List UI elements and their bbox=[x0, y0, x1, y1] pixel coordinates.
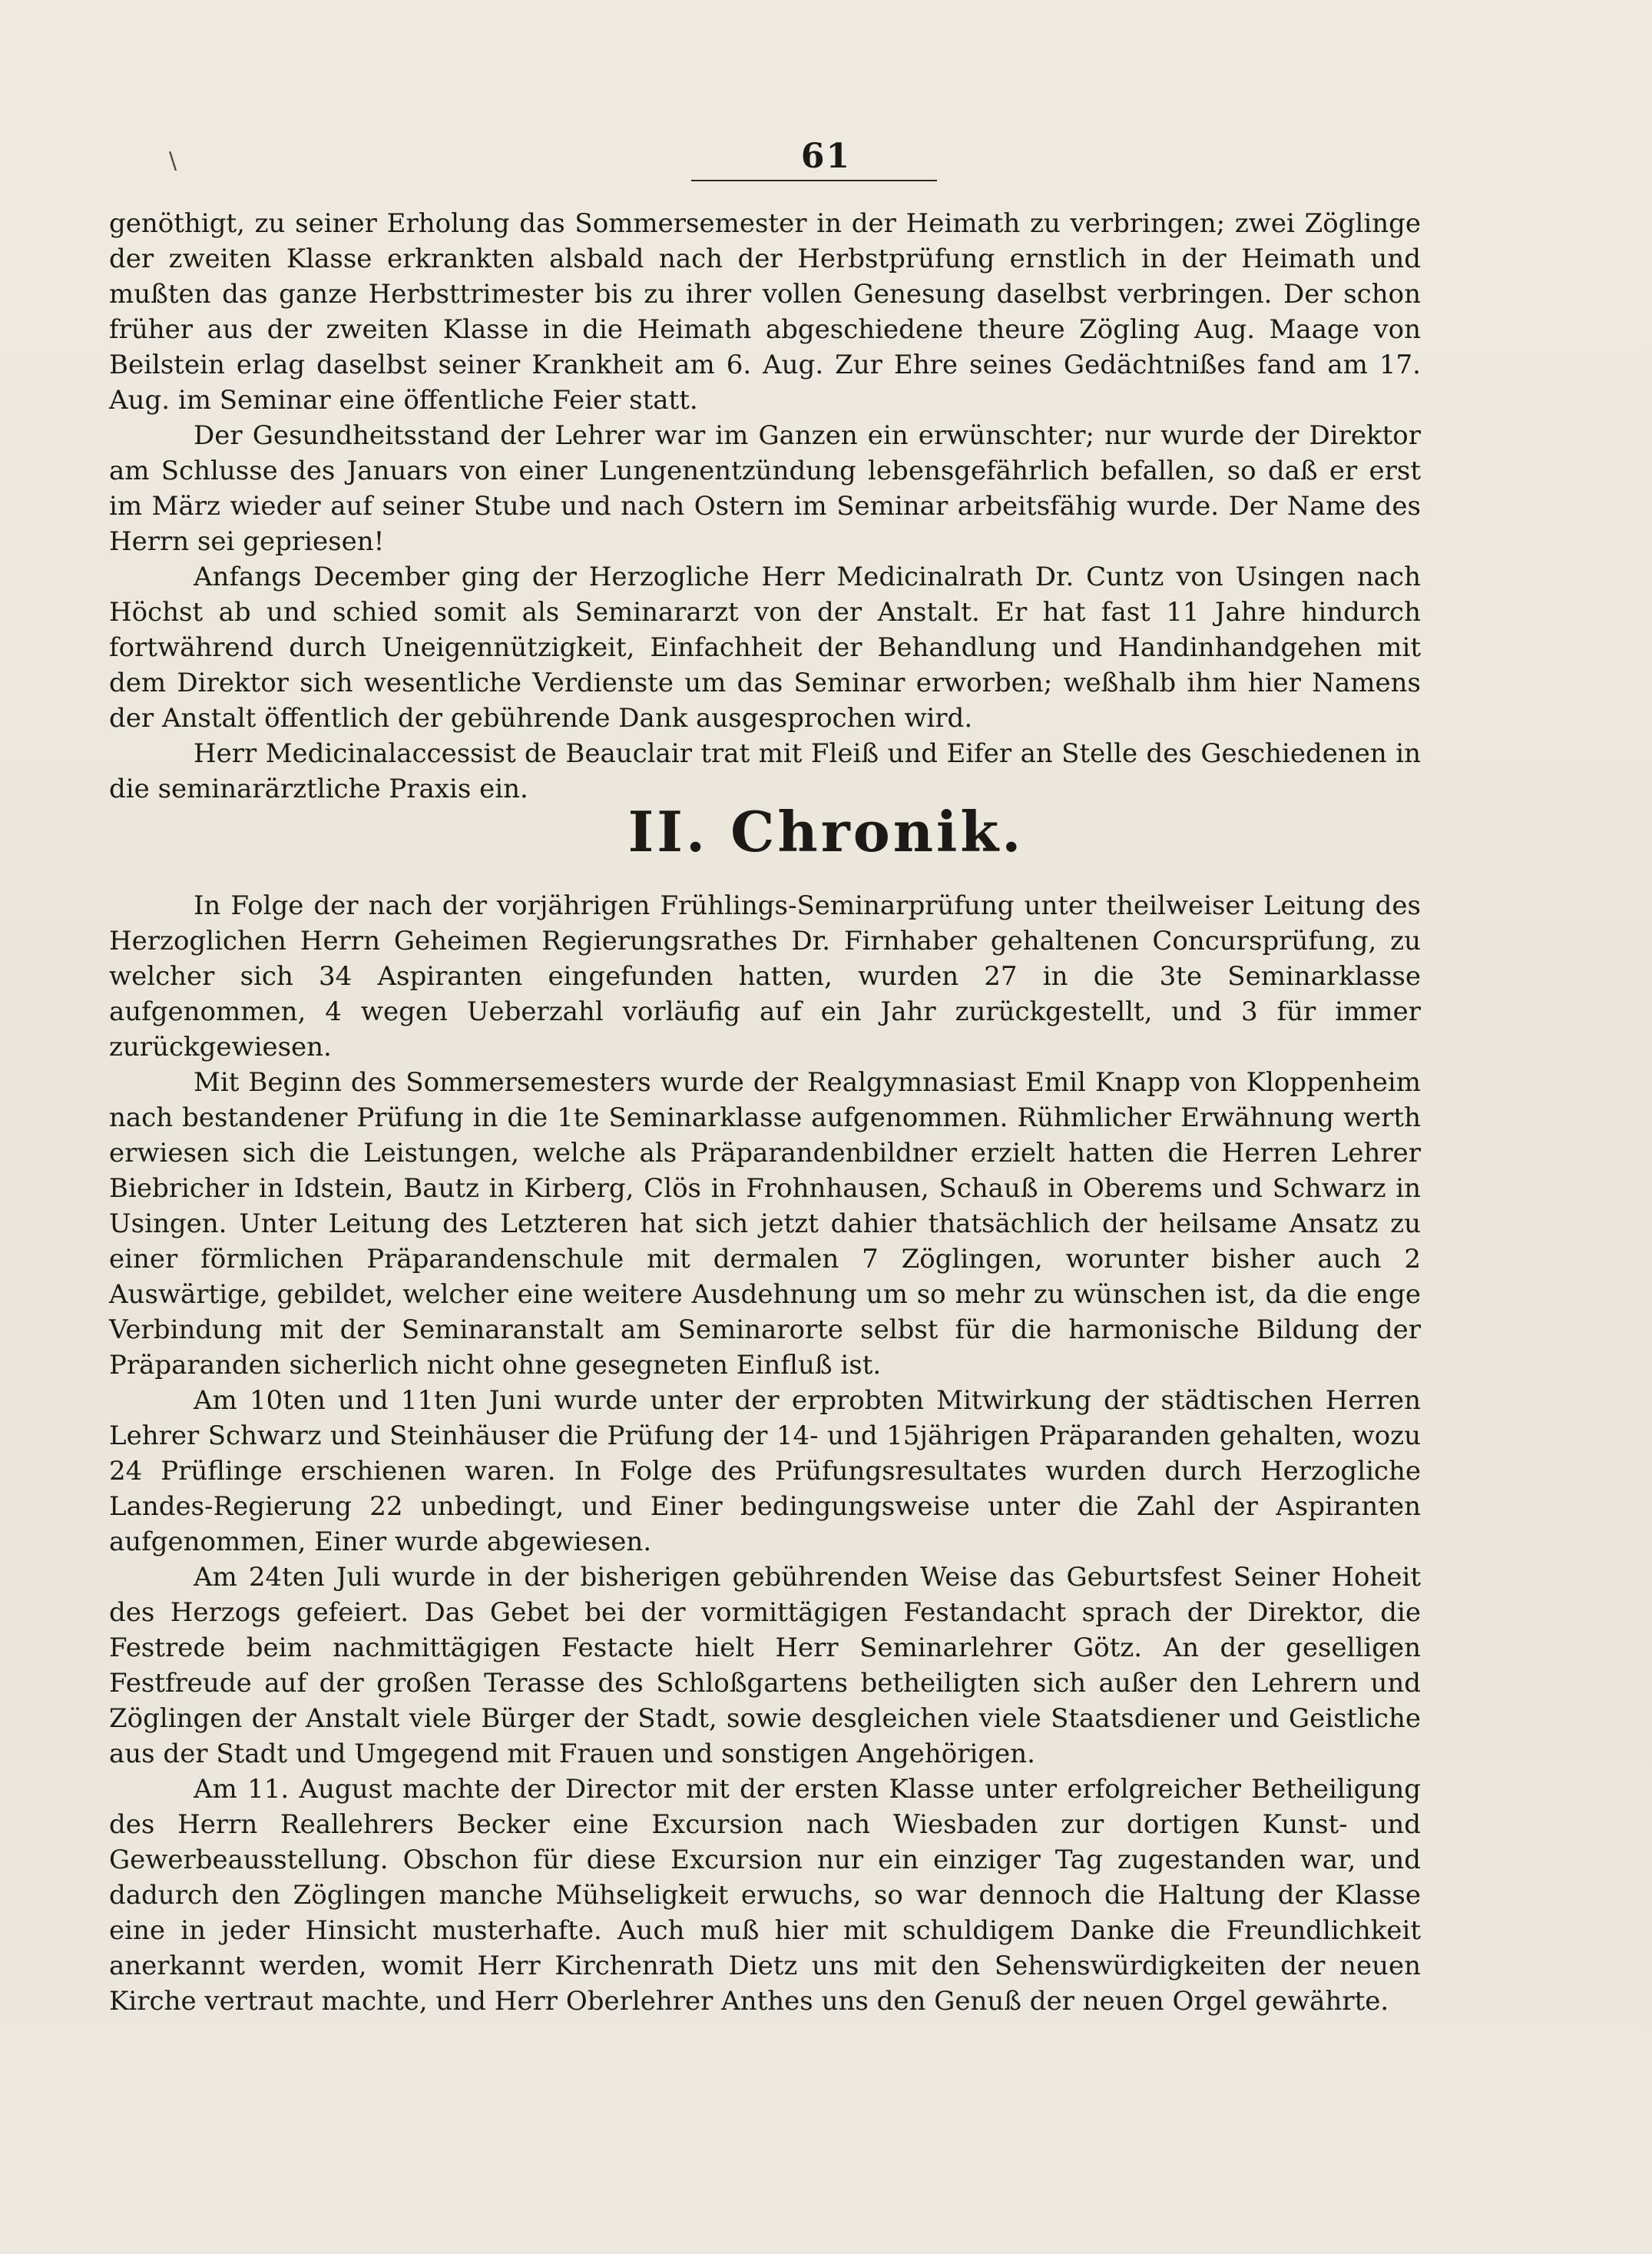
section-heading-chronik: II. Chronik. bbox=[627, 799, 1025, 864]
paragraph-geburtsfest: Am 24ten Juli wurde in der bisherigen gebührenden Weise das Geburtsfest Seiner Hoheit des Herzogs gefeiert. Das Gebet bei der vormittägigen Festandacht sprach der Direktor, die Festrede beim nachmittägigen Festacte hielt Herr Seminarlehrer Götz. An der geselligen Festfreude auf der großen Terasse des Schloßgartens betheiligten sich außer den Lehrern und Zöglingen der Anstalt viele Bürger der Stadt, sowie desgleichen viele Staatsdiener und Geistliche aus der Stadt und Umgegend mit Frauen und sonstigen Angehörigen. bbox=[109, 1562, 1421, 1769]
paragraph-excursion: Am 11. August machte der Director mit der ersten Klasse unter erfolgreicher Betheiligung des Herrn Reallehrers Becker eine Excursion nach Wiesbaden zur dortigen Kunst- und Gewerbeausstellung. Obschon für diese Excursion nur ein einziger Tag zugestanden war, und dadurch den Zöglingen manche Mühseligkeit erwuchs, so war dennoch die Haltung der Klasse eine in jeder Hinsicht musterhafte. Auch muß hier mit schuldigem Danke die Freundlichkeit anerkannt werden, womit Herr Kirchenrath Dietz uns mit den Sehenswürdigkeiten der neuen Kirche vertraut machte, und Herr Oberlehrer Anthes uns den Genuß der neuen Orgel gewährte. bbox=[109, 1774, 1421, 2017]
paragraph-medicinalrath: Anfangs December ging der Herzogliche Herr Medicinalrath Dr. Cuntz von Usingen nach Höchst ab und schied somit als Seminararzt von der Anstalt. Er hat fast 11 Jahre hindurch fortwährend durch Uneigennützigkeit, Einfachheit der Behandlung und Handinhandgehen mit dem Direktor sich wesentliche Verdienste um das Seminar erworben; weßhalb ihm hier Namens der Anstalt öffentlich der gebührende Dank ausgesprochen wird. bbox=[109, 562, 1421, 734]
paragraph-juni-prüfung: Am 10ten und 11ten Juni wurde unter der erprobten Mitwirkung der städtischen Herren Lehrer Schwarz und Steinhäuser die Prüfung der 14- und 15jährigen Präparanden gehalten, wozu 24 Prüflinge erschienen waren. In Folge des Prüfungsresultates wurden durch Herzogliche Landes-Regierung 22 unbedingt, und Einer bedingungsweise unter die Zahl der Aspiranten aufgenommen, Einer wurde abgewiesen. bbox=[109, 1385, 1421, 1557]
paragraph-sommersemester: Mit Beginn des Sommersemesters wurde der Realgymnasiast Emil Knapp von Kloppenheim nach bestandener Prüfung in die 1te Seminarklasse aufgenommen. Rühmlicher Erwähnung werth erwiesen sich die Leistungen, welche als Präparandenbildner erzielt hatten die Herren Lehrer Biebricher in Idstein, Bautz in Kirberg, Clös in Frohnhausen, Schauß in Oberems und Schwarz in Usingen. Unter Leitung des Letzteren hat sich jetzt dahier thatsächlich der heilsame Ansatz zu einer förmlichen Präparandenschule mit dermalen 7 Zöglingen, worunter bisher auch 2 Auswärtige, gebildet, welcher eine weitere Ausdehnung um so mehr zu wünschen ist, da die enge Verbindung mit der Seminaranstalt am Seminarorte selbst für die harmonische Bildung der Präparanden sicherlich nicht ohne gesegneten Einfluß ist. bbox=[109, 1067, 1421, 1381]
paragraph-health-teachers: Der Gesundheitsstand der Lehrer war im Ganzen ein erwünschter; nur wurde der Direktor am Schlusse des Januars von einer Lungenentzündung lebensgefährlich befallen, so daß er erst im März wieder auf seiner Stube und nach Ostern im Seminar arbeitsfähig wurde. Der Name des Herrn sei gepriesen! bbox=[109, 420, 1421, 557]
paragraph-medicinalaccessist: Herr Medicinalaccessist de Beauclair trat mit Fleiß und Eifer an Stelle des Geschiedenen in die seminarärztliche Praxis ein. bbox=[109, 738, 1421, 804]
header-rule bbox=[691, 180, 937, 181]
body-text-lower bbox=[109, 888, 1421, 2019]
corner-tick-mark: \ bbox=[169, 148, 177, 174]
body-text-upper bbox=[109, 206, 1421, 807]
paragraph-concursprüfung: In Folge der nach der vorjährigen Frühlings-Seminarprüfung unter theilweiser Leitung des Herzoglichen Herrn Geheimen Regierungsrathes Dr. Firnhaber gehaltenen Concursprüfung, zu welcher sich 34 Aspiranten eingefunden hatten, wurden 27 in die 3te Seminarklasse aufgenommen, 4 wegen Ueberzahl vorläufig auf ein Jahr zurückgestellt, und 3 für immer zurückgewiesen. bbox=[109, 890, 1421, 1062]
page-number: 61 bbox=[800, 137, 852, 176]
paragraph-continued: genöthigt, zu seiner Erholung das Sommersemester in der Heimath zu verbringen; zwei Zöglinge der zweiten Klasse erkrankten alsbald nach der Herbstprüfung ernstlich in der Heimath und mußten das ganze Herbsttrimester bis zu ihrer vollen Genesung daselbst verbringen. Der schon früher aus der zweiten Klasse in die Heimath abgeschiedene theure Zögling Aug. Maage von Beilstein erlag daselbst seiner Krankheit am 6. Aug. Zur Ehre seines Gedächtnißes fand am 17. Aug. im Seminar eine öffentliche Feier statt. bbox=[109, 208, 1421, 416]
